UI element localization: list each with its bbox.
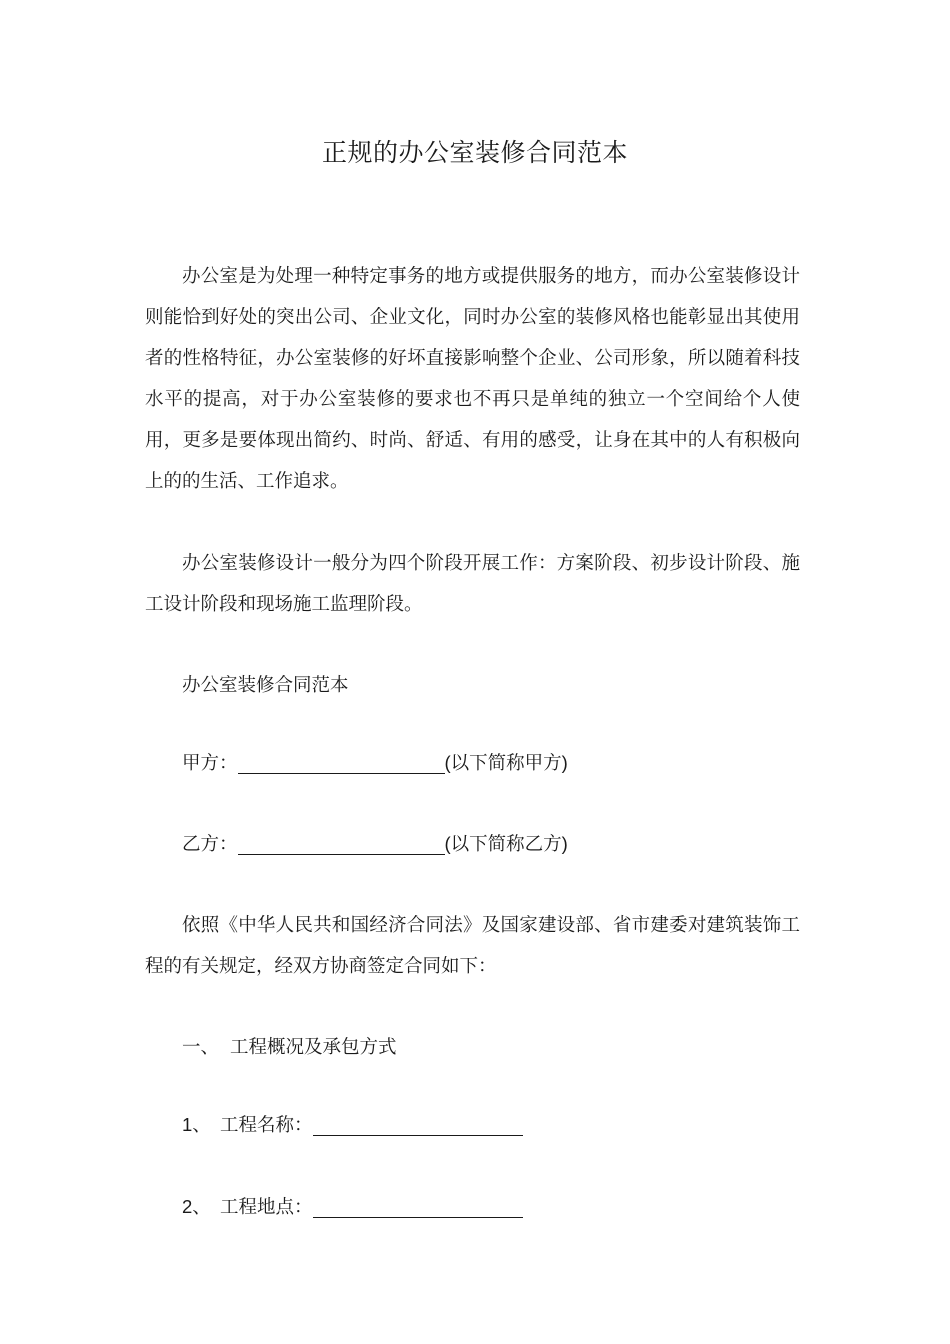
party-a-blank — [238, 749, 445, 774]
item-number: 2、 — [182, 1196, 211, 1217]
project-location-blank — [313, 1193, 523, 1218]
intro-paragraph: 办公室是为处理一种特定事务的地方或提供服务的地方，而办公室装修设计则能恰到好处的突出公司、企业文化，同时办公室的装修风格也能彰显出其使用者的性格特征，办公室装修的好坏直接影响整个企业、公司形象，所以随着科技水平的提高，对于办公室装修的要求也不再只是单纯的独立一个空间给个人使用，更多是要体现出简约、时尚、舒适、有用的感受，让身在其中的人有积极向上的的生活、工作追求。 — [145, 266, 800, 492]
legal-basis-paragraph: 依照《中华人民共和国经济合同法》及国家建设部、省市建委对建筑装饰工程的有关规定，经双方协商签定合同如下： — [145, 915, 800, 977]
document-title: 正规的办公室装修合同范本 — [321, 138, 628, 167]
party-b-blank — [238, 830, 445, 855]
section-heading — [182, 1027, 397, 1068]
item-number: 1、 — [182, 1114, 211, 1135]
party-a-line — [182, 742, 568, 784]
template-name: 办公室装修合同范本 — [182, 675, 349, 696]
party-a-label: 甲方： — [182, 753, 238, 774]
section-title: 工程概况及承包方式 — [230, 1037, 397, 1058]
item-project-name — [182, 1104, 523, 1146]
party-b-label: 乙方： — [182, 834, 238, 855]
design-stages-paragraph: 办公室装修设计一般分为四个阶段开展工作：方案阶段、初步设计阶段、施工设计阶段和现场施工监理阶段。 — [145, 553, 800, 615]
item-label: 工程名称： — [220, 1115, 313, 1136]
project-name-blank — [313, 1111, 523, 1136]
party-b-suffix: (以下简称乙方) — [444, 833, 568, 854]
item-label: 工程地点： — [220, 1197, 313, 1218]
party-b-line — [182, 823, 568, 865]
item-project-location — [182, 1186, 523, 1228]
party-a-suffix: (以下简称甲方) — [444, 752, 568, 773]
section-marker: 一、 — [182, 1037, 220, 1058]
